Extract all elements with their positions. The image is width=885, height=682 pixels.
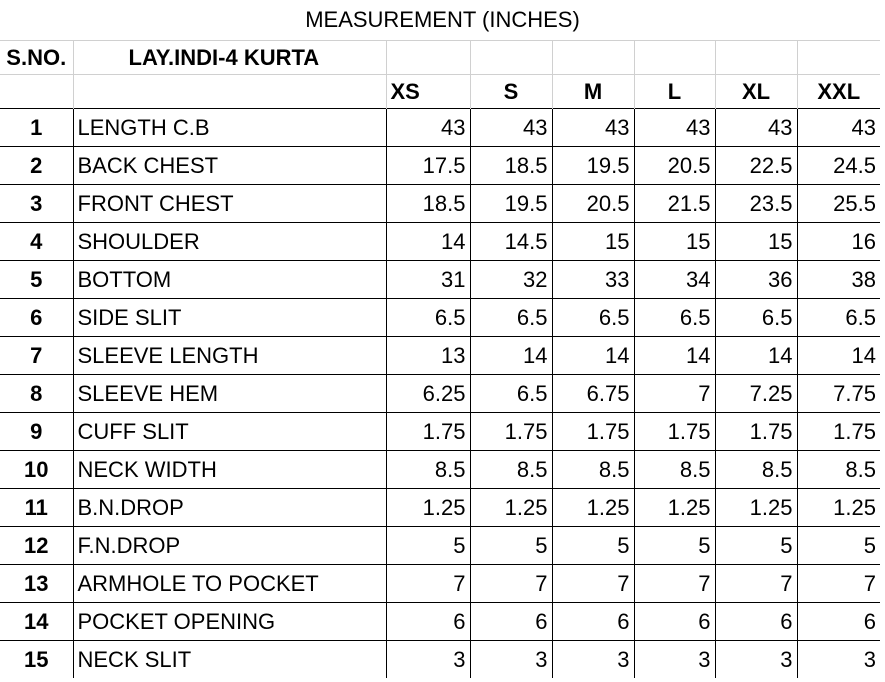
measurement-name: CUFF SLIT bbox=[73, 413, 386, 451]
size-header: S bbox=[470, 75, 552, 109]
row-number: 11 bbox=[0, 489, 73, 527]
measurement-name: BOTTOM bbox=[73, 261, 386, 299]
row-number: 7 bbox=[0, 337, 73, 375]
measurement-value: 3 bbox=[634, 641, 715, 679]
row-number: 15 bbox=[0, 641, 73, 679]
size-header: XXL bbox=[797, 75, 880, 109]
measurement-value: 3 bbox=[797, 641, 880, 679]
measurement-value: 13 bbox=[386, 337, 470, 375]
measurement-value: 7.75 bbox=[797, 375, 880, 413]
measurement-value: 14.5 bbox=[470, 223, 552, 261]
measurement-value: 3 bbox=[715, 641, 797, 679]
measurement-name: NECK WIDTH bbox=[73, 451, 386, 489]
measurement-value: 3 bbox=[470, 641, 552, 679]
header-row bbox=[0, 41, 880, 75]
measurement-name: BACK CHEST bbox=[73, 147, 386, 185]
measurement-value: 14 bbox=[386, 223, 470, 261]
measurement-table bbox=[0, 40, 880, 678]
measurement-value: 1.25 bbox=[552, 489, 634, 527]
measurement-value: 1.75 bbox=[470, 413, 552, 451]
row-number: 3 bbox=[0, 185, 73, 223]
table-row bbox=[0, 261, 880, 299]
size-header: XL bbox=[715, 75, 797, 109]
measurement-value: 7 bbox=[634, 375, 715, 413]
sno-header: S.NO. bbox=[0, 41, 73, 75]
measurement-name: F.N.DROP bbox=[73, 527, 386, 565]
measurement-value: 8.5 bbox=[797, 451, 880, 489]
measurement-value: 38 bbox=[797, 261, 880, 299]
measurement-name: SHOULDER bbox=[73, 223, 386, 261]
measurement-value: 19.5 bbox=[552, 147, 634, 185]
measurement-value: 17.5 bbox=[386, 147, 470, 185]
measurement-value: 6.5 bbox=[470, 299, 552, 337]
measurement-value: 6.25 bbox=[386, 375, 470, 413]
measurement-value: 6 bbox=[470, 603, 552, 641]
measurement-value: 5 bbox=[634, 527, 715, 565]
size-header-row bbox=[0, 75, 880, 109]
measurement-value: 8.5 bbox=[715, 451, 797, 489]
measurement-value: 32 bbox=[470, 261, 552, 299]
measurement-value: 24.5 bbox=[797, 147, 880, 185]
measurement-name: FRONT CHEST bbox=[73, 185, 386, 223]
measurement-value: 7 bbox=[470, 565, 552, 603]
measurement-value: 6.5 bbox=[470, 375, 552, 413]
measurement-name: NECK SLIT bbox=[73, 641, 386, 679]
row-number: 9 bbox=[0, 413, 73, 451]
measurement-value: 1.25 bbox=[715, 489, 797, 527]
size-header: XS bbox=[386, 75, 470, 109]
measurement-value: 22.5 bbox=[715, 147, 797, 185]
table-row bbox=[0, 299, 880, 337]
measurement-value: 18.5 bbox=[386, 185, 470, 223]
measurement-value: 19.5 bbox=[470, 185, 552, 223]
measurement-name: B.N.DROP bbox=[73, 489, 386, 527]
measurement-value: 7 bbox=[797, 565, 880, 603]
measurement-value: 34 bbox=[634, 261, 715, 299]
measurement-value: 1.75 bbox=[552, 413, 634, 451]
measurement-value: 6.5 bbox=[797, 299, 880, 337]
measurement-value: 14 bbox=[797, 337, 880, 375]
measurement-name: SLEEVE HEM bbox=[73, 375, 386, 413]
measurement-value: 1.25 bbox=[386, 489, 470, 527]
measurement-value: 6 bbox=[715, 603, 797, 641]
measurement-value: 5 bbox=[386, 527, 470, 565]
row-number: 6 bbox=[0, 299, 73, 337]
measurement-value: 6.5 bbox=[386, 299, 470, 337]
row-number: 4 bbox=[0, 223, 73, 261]
measurement-value: 1.75 bbox=[386, 413, 470, 451]
measurement-value: 8.5 bbox=[386, 451, 470, 489]
row-number: 12 bbox=[0, 527, 73, 565]
measurement-name: POCKET OPENING bbox=[73, 603, 386, 641]
measurement-value: 43 bbox=[386, 109, 470, 147]
measurement-value: 6 bbox=[386, 603, 470, 641]
table-row bbox=[0, 375, 880, 413]
measurement-value: 43 bbox=[470, 109, 552, 147]
measurement-value: 18.5 bbox=[470, 147, 552, 185]
row-number: 14 bbox=[0, 603, 73, 641]
measurement-value: 1.75 bbox=[634, 413, 715, 451]
table-row bbox=[0, 565, 880, 603]
measurement-value: 14 bbox=[715, 337, 797, 375]
measurement-value: 3 bbox=[552, 641, 634, 679]
row-number: 5 bbox=[0, 261, 73, 299]
measurement-name: LENGTH C.B bbox=[73, 109, 386, 147]
table-row bbox=[0, 527, 880, 565]
measurement-value: 43 bbox=[797, 109, 880, 147]
measurement-value: 16 bbox=[797, 223, 880, 261]
measurement-value: 5 bbox=[715, 527, 797, 565]
measurement-value: 14 bbox=[634, 337, 715, 375]
measurement-value: 7 bbox=[634, 565, 715, 603]
measurement-value: 6.5 bbox=[552, 299, 634, 337]
measurement-value: 15 bbox=[552, 223, 634, 261]
measurement-value: 8.5 bbox=[634, 451, 715, 489]
measurement-value: 7 bbox=[386, 565, 470, 603]
measurement-value: 7 bbox=[552, 565, 634, 603]
measurement-value: 1.75 bbox=[715, 413, 797, 451]
table-row bbox=[0, 147, 880, 185]
table-row bbox=[0, 223, 880, 261]
sheet-title: MEASUREMENT (INCHES) bbox=[305, 7, 580, 32]
row-number: 10 bbox=[0, 451, 73, 489]
measurement-value: 7 bbox=[715, 565, 797, 603]
row-number: 2 bbox=[0, 147, 73, 185]
measurement-value: 23.5 bbox=[715, 185, 797, 223]
table-row bbox=[0, 109, 880, 147]
measurement-value: 43 bbox=[715, 109, 797, 147]
measurement-name: ARMHOLE TO POCKET bbox=[73, 565, 386, 603]
measurement-value: 15 bbox=[715, 223, 797, 261]
table-row bbox=[0, 451, 880, 489]
measurement-value: 33 bbox=[552, 261, 634, 299]
table-row bbox=[0, 337, 880, 375]
measurement-value: 6.5 bbox=[634, 299, 715, 337]
measurement-value: 6 bbox=[552, 603, 634, 641]
measurement-value: 43 bbox=[634, 109, 715, 147]
measurement-value: 15 bbox=[634, 223, 715, 261]
row-number: 1 bbox=[0, 109, 73, 147]
table-row bbox=[0, 641, 880, 679]
measurement-name: SIDE SLIT bbox=[73, 299, 386, 337]
measurement-value: 5 bbox=[797, 527, 880, 565]
measurement-value: 1.25 bbox=[634, 489, 715, 527]
table-row bbox=[0, 185, 880, 223]
measurement-value: 7.25 bbox=[715, 375, 797, 413]
measurement-value: 1.25 bbox=[470, 489, 552, 527]
style-header: LAY.INDI-4 KURTA bbox=[73, 41, 386, 75]
measurement-value: 5 bbox=[470, 527, 552, 565]
table-row bbox=[0, 489, 880, 527]
measurement-value: 20.5 bbox=[634, 147, 715, 185]
measurement-value: 6 bbox=[797, 603, 880, 641]
measurement-value: 8.5 bbox=[470, 451, 552, 489]
measurement-value: 5 bbox=[552, 527, 634, 565]
measurement-value: 36 bbox=[715, 261, 797, 299]
row-number: 8 bbox=[0, 375, 73, 413]
measurement-name: SLEEVE LENGTH bbox=[73, 337, 386, 375]
measurement-value: 14 bbox=[552, 337, 634, 375]
measurement-value: 6 bbox=[634, 603, 715, 641]
measurement-value: 3 bbox=[386, 641, 470, 679]
measurement-value: 1.25 bbox=[797, 489, 880, 527]
row-number: 13 bbox=[0, 565, 73, 603]
measurement-value: 6.5 bbox=[715, 299, 797, 337]
measurement-value: 43 bbox=[552, 109, 634, 147]
measurement-value: 20.5 bbox=[552, 185, 634, 223]
table-row bbox=[0, 413, 880, 451]
measurement-value: 31 bbox=[386, 261, 470, 299]
measurement-value: 8.5 bbox=[552, 451, 634, 489]
measurement-value: 6.75 bbox=[552, 375, 634, 413]
measurement-value: 21.5 bbox=[634, 185, 715, 223]
measurement-value: 25.5 bbox=[797, 185, 880, 223]
measurement-value: 14 bbox=[470, 337, 552, 375]
table-row bbox=[0, 603, 880, 641]
size-header: M bbox=[552, 75, 634, 109]
measurement-value: 1.75 bbox=[797, 413, 880, 451]
size-header: L bbox=[634, 75, 715, 109]
